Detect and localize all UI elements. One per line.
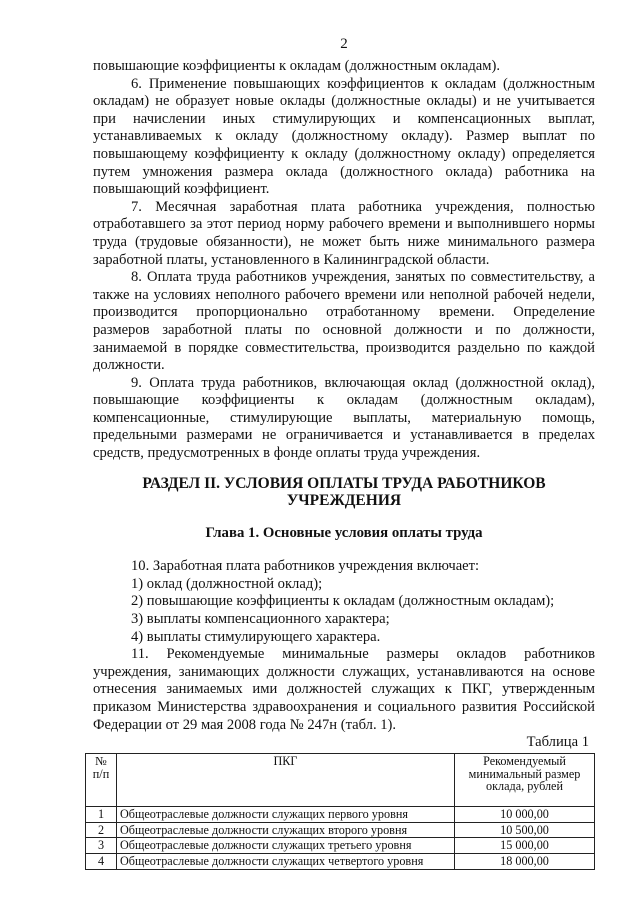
row-name: Общеотраслевые должности служащих первого уровня	[117, 806, 455, 822]
row-name: Общеотраслевые должности служащих четвертого уровня	[117, 854, 455, 870]
header-amount: Рекомендуемый минимальный размер оклада, рублей	[455, 753, 595, 806]
list-item: 1) оклад (должностной оклад);	[131, 575, 323, 592]
row-number: 3	[86, 838, 117, 854]
paragraph-9: 9. Оплата труда работников, включающая оклад (должностной оклад), повышающие коэффициенты к окладам (должностным окладам), компенсационные, стимулирующие выплаты, материальную помощь, предельными размерами не ограничивается и устанавливается в пределах средств, предусмотренных в фонде оплаты труда учреждения.	[93, 374, 595, 462]
paragraph-10-intro: 10. Заработная плата работников учреждения включает:	[131, 558, 480, 575]
document-body	[93, 58, 595, 870]
header-number: № п/п	[86, 753, 117, 806]
page-number: 2	[340, 36, 348, 52]
row-amount: 15 000,00	[455, 838, 595, 854]
table-row	[86, 822, 595, 838]
paragraph-continuation: повышающие коэффициенты к окладам (должностным окладам).	[93, 58, 501, 74]
paragraph-8: 8. Оплата труда работников учреждения, занятых по совместительству, а также на условиях неполного рабочего времени или неполной рабочей недели, производится пропорционально отработанному времени. Определение размеров заработной платы по основной должности и по должности, занимаемой в порядке совместительства, производится раздельно по каждой должности.	[93, 269, 595, 374]
table-row	[86, 854, 595, 870]
row-number: 4	[86, 854, 117, 870]
paragraph-11: 11. Рекомендуемые минимальные размеры окладов работников учреждения, занимающих должности служащих, устанавливаются на основе отнесения занимаемых ими должностей служащих к ПКГ, утвержденным приказом Министерства здравоохранения и социального развития Российской Федерации от 29 мая 2008 года № 247н (табл. 1).	[93, 646, 595, 733]
row-amount: 10 000,00	[455, 806, 595, 822]
row-amount: 10 500,00	[455, 822, 595, 838]
table-header-row	[86, 753, 595, 806]
row-name: Общеотраслевые должности служащих второго уровня	[117, 822, 455, 838]
table-row	[86, 838, 595, 854]
row-number: 1	[86, 806, 117, 822]
list-item: 2) повышающие коэффициенты к окладам (должностным окладам);	[131, 593, 555, 610]
row-name: Общеотраслевые должности служащих третьего уровня	[117, 838, 455, 854]
list-item: 4) выплаты стимулирующего характера.	[131, 628, 381, 645]
chapter-title: Глава 1. Основные условия оплаты труда	[205, 524, 483, 541]
list-item: 3) выплаты компенсационного характера;	[131, 611, 390, 628]
row-number: 2	[86, 822, 117, 838]
table-caption: Таблица 1	[526, 734, 589, 751]
header-pkg: ПКГ	[117, 753, 455, 806]
row-amount: 18 000,00	[455, 854, 595, 870]
table-row	[86, 806, 595, 822]
paragraph-6: 6. Применение повышающих коэффициентов к окладам (должностным окладам) не образует новые оклады (должностные оклады) и не учитывается при начислении иных стимулирующих и компенсационных выплат, устанавливаемых к окладу (должностному окладу). Размер выплат по повышающему коэффициенту к окладу (должностному окладу) определяется путем умножения размера оклада (должностного оклада) работника на повышающий коэффициент.	[93, 75, 595, 198]
section-title: РАЗДЕЛ II. УСЛОВИЯ ОПЛАТЫ ТРУДА РАБОТНИКОВ УЧРЕЖДЕНИЯ	[142, 474, 546, 510]
salary-table	[85, 753, 595, 870]
paragraph-7: 7. Месячная заработная плата работника учреждения, полностью отработавшего за этот период норму рабочего времени и выполнившего нормы труда (трудовые обязанности), не может быть ниже минимального размера заработной платы, установленного в Калининградской области.	[93, 198, 595, 268]
